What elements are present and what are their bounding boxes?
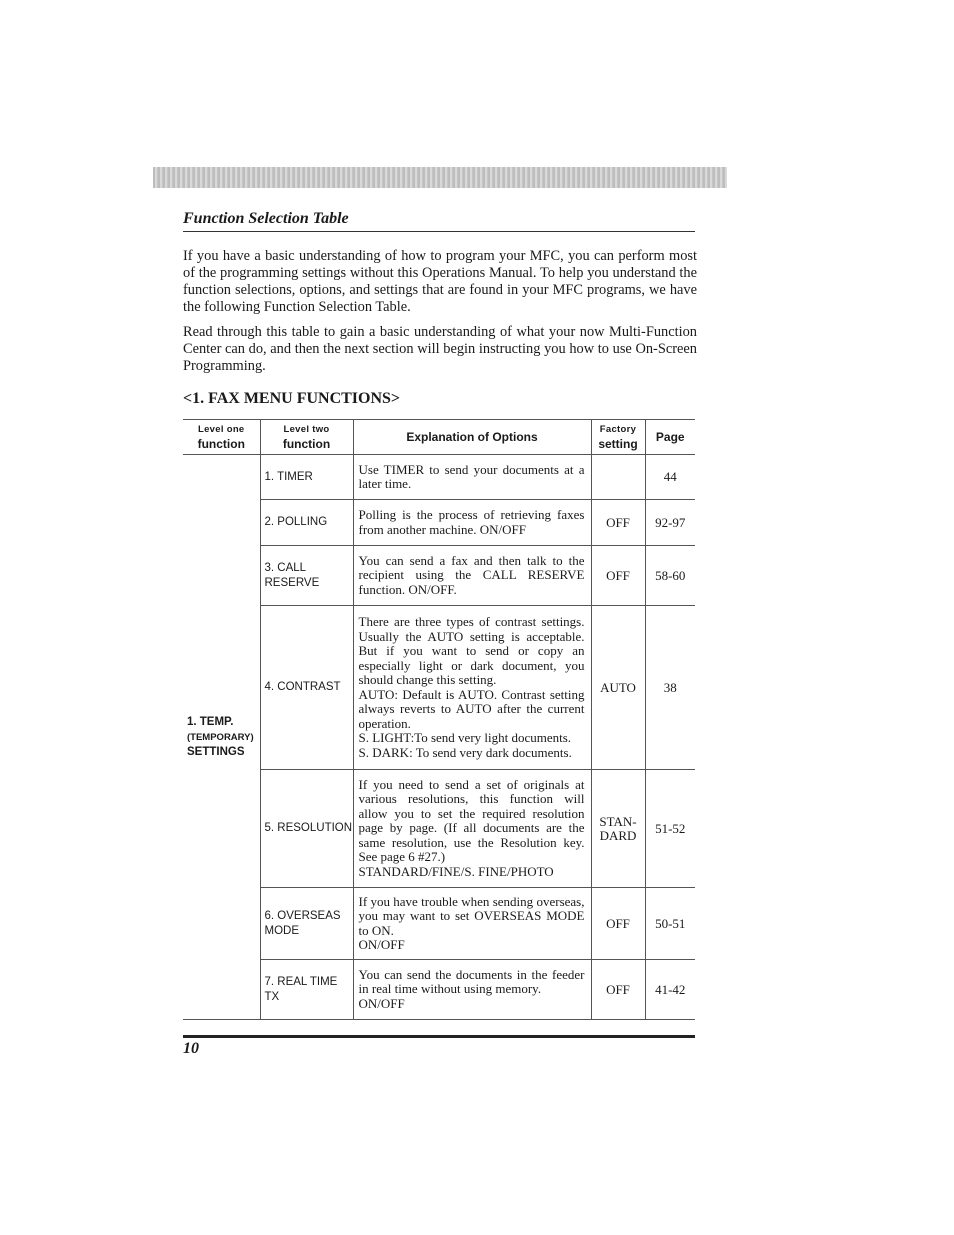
level-one-cell <box>183 455 260 1020</box>
row-explanation <box>353 770 591 888</box>
row-page: 44 <box>645 455 695 500</box>
row-factory: OFF <box>591 888 645 960</box>
header-level-one <box>183 420 260 455</box>
row-explanation <box>353 888 591 960</box>
contrast-auto: AUTO: Default is AUTO. Contrast setting always reverts to AUTO after the current operation. <box>358 686 585 731</box>
row-factory: AUTO <box>591 606 645 770</box>
row-explanation: Polling is the process of retrieving faxes from another machine. ON/OFF <box>353 500 591 546</box>
row-page: 58-60 <box>645 546 695 606</box>
header-factory-top: Factory <box>599 424 637 435</box>
header-level-two-top: Level two <box>283 424 330 435</box>
header-level-two-bottom: function <box>282 437 331 451</box>
overseas-text: If you have trouble when sending overseas, you may want to set OVERSEAS MODE to ON. <box>358 893 585 938</box>
resolution-options: STANDARD/FINE/S. FINE/PHOTO <box>358 863 554 879</box>
header-level-one-bottom: function <box>197 437 245 451</box>
table-row <box>183 960 695 1020</box>
realtime-text: You can send the documents in the feeder in real time without using memory. <box>358 966 585 997</box>
header-level-one-top: Level one <box>197 424 245 435</box>
row-factory: OFF <box>591 500 645 546</box>
table-header-row <box>183 420 695 455</box>
row-page: 41-42 <box>645 960 695 1020</box>
row-function: 5. RESOLUTION <box>260 770 353 888</box>
level-one-line1: 1. TEMP. <box>187 715 234 728</box>
menu-heading: <1. FAX MENU FUNCTIONS> <box>183 390 401 407</box>
table-row <box>183 770 695 888</box>
row-function: 4. CONTRAST <box>260 606 353 770</box>
bottom-rule <box>183 1035 695 1038</box>
row-function: 7. REAL TIME TX <box>260 960 353 1020</box>
page-number: 10 <box>183 1040 199 1057</box>
row-page: 51-52 <box>645 770 695 888</box>
header-explanation: Explanation of Options <box>353 420 591 455</box>
contrast-text: There are three types of contrast settings. Usually the AUTO setting is acceptable. But if you want to send or copy an especially light or dark document, you should change this setting. <box>358 614 585 687</box>
header-factory <box>591 420 645 455</box>
contrast-light: S. LIGHT:To send very light documents. <box>358 730 572 745</box>
row-factory: STAN-DARD <box>591 770 645 888</box>
row-explanation <box>353 606 591 770</box>
header-page: Page <box>645 420 695 455</box>
contrast-dark: S. DARK: To send very dark documents. <box>358 744 572 760</box>
table-row <box>183 546 695 606</box>
row-explanation: You can send a fax and then talk to the recipient using the CALL RESERVE function. ON/OFF. <box>353 546 591 606</box>
title-rule <box>183 231 695 232</box>
row-page: 50-51 <box>645 888 695 960</box>
header-factory-bottom: setting <box>598 437 638 451</box>
overseas-options: ON/OFF <box>358 937 405 952</box>
row-factory: OFF <box>591 960 645 1020</box>
row-page: 92-97 <box>645 500 695 546</box>
row-function: 1. TIMER <box>260 455 353 500</box>
header-level-two <box>260 420 353 455</box>
table-row <box>183 888 695 960</box>
row-explanation: Use TIMER to send your documents at a later time. <box>353 455 591 500</box>
function-selection-table <box>183 419 695 1020</box>
level-one-line2: (TEMPORARY) <box>187 731 254 743</box>
resolution-text: If you need to send a set of originals at various resolutions, this function will allow you to set the required resolution page by page. (If all documents are the same resolution, use the Resolution key. See page 6 #27.) <box>358 776 585 865</box>
section-title: Function Selection Table <box>183 210 349 227</box>
row-function: 6. OVERSEAS MODE <box>260 888 353 960</box>
row-function: 2. POLLING <box>260 500 353 546</box>
row-page: 38 <box>645 606 695 770</box>
header-band <box>153 167 727 188</box>
intro-paragraph-2: Read through this table to gain a basic understanding of what your now Multi-Function Center can do, and then the next section will begin instructing you how to use On-Screen Programming. <box>183 324 697 374</box>
table-row <box>183 455 695 500</box>
level-one-line3: SETTINGS <box>187 745 245 758</box>
table-row <box>183 606 695 770</box>
row-function: 3. CALL RESERVE <box>260 546 353 606</box>
table-row <box>183 500 695 546</box>
realtime-options: ON/OFF <box>358 995 405 1011</box>
row-explanation <box>353 960 591 1020</box>
row-factory: OFF <box>591 546 645 606</box>
intro-paragraph: If you have a basic understanding of how to program your MFC, you can perform most of the programming settings without this Operations Manual. To help you understand the function selections, options, and settings that are found in your MFC programs, we have the following Function Selection Table. <box>183 248 697 315</box>
row-factory <box>591 455 645 500</box>
